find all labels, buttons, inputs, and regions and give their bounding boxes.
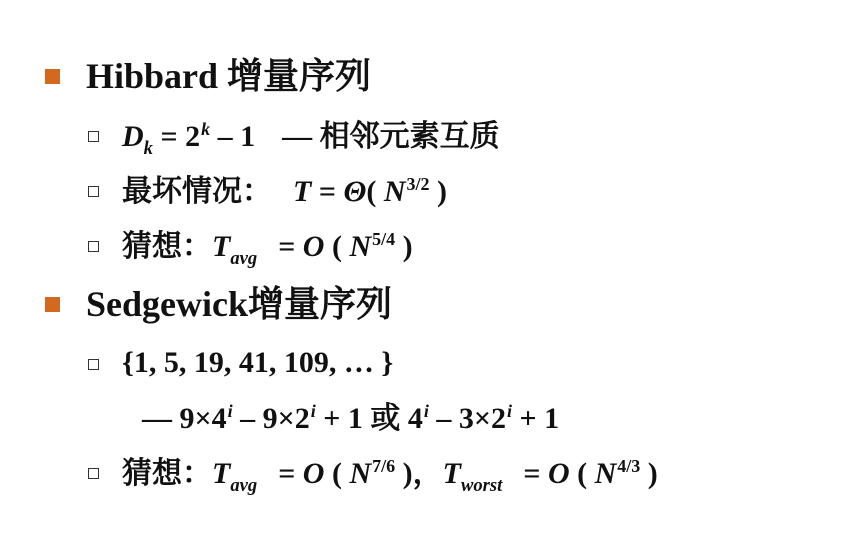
worst-case-label: 最坏情况：	[122, 175, 272, 209]
close-paren: )	[402, 230, 413, 264]
k-superscript: k	[201, 119, 211, 139]
sedgewick-title-zh: 增量序列	[248, 284, 393, 324]
close-paren: )	[402, 457, 413, 491]
dash: —	[142, 402, 172, 436]
n-symbol: N	[383, 175, 406, 209]
avg-subscript: avg	[230, 247, 258, 269]
hibbard-title-zh: 增量序列	[227, 56, 372, 96]
n-symbol: N	[349, 230, 372, 264]
n-symbol: N	[349, 457, 372, 491]
guess-label: 猜想：	[122, 457, 212, 491]
t-symbol: T	[442, 457, 461, 491]
hibbard-guess	[122, 229, 413, 269]
hibbard-worst-case	[122, 175, 447, 208]
equals-sign: =	[278, 230, 296, 264]
open-paren: (	[331, 457, 342, 491]
n-symbol: N	[594, 457, 617, 491]
sedgewick-title-en: Sedgewick	[86, 284, 248, 324]
t-symbol: T	[212, 230, 231, 264]
k-subscript: k	[143, 137, 153, 159]
hollow-square-bullet-icon	[88, 131, 99, 142]
hibbard-heading	[60, 58, 371, 94]
plus-one-or-four: + 1 或 4	[323, 402, 423, 436]
plus-one: + 1	[519, 402, 560, 436]
hibbard-guess-line	[90, 230, 413, 269]
big-o-symbol: O	[547, 457, 570, 491]
minus-three-times-two: – 3×2	[436, 402, 506, 436]
i-superscript: i	[310, 401, 316, 421]
t-symbol: T	[293, 175, 312, 209]
open-paren: (	[366, 175, 377, 209]
nine-times-four: 9×4	[179, 402, 227, 436]
theta-symbol: Θ	[343, 175, 367, 209]
i-superscript: i	[423, 401, 429, 421]
hibbard-formula	[122, 119, 500, 159]
big-o-symbol: O	[302, 457, 325, 491]
hollow-square-bullet-icon	[88, 468, 99, 479]
close-paren: )	[437, 175, 448, 209]
worst-subscript: worst	[460, 474, 503, 496]
t-symbol: T	[212, 457, 231, 491]
open-paren: (	[331, 230, 342, 264]
comma: ，	[412, 457, 443, 491]
i-superscript: i	[227, 401, 233, 421]
sedgewick-guess	[122, 456, 658, 496]
square-bullet-icon	[45, 69, 60, 84]
hollow-square-bullet-icon	[88, 241, 99, 252]
close-paren: )	[647, 457, 658, 491]
open-paren: (	[577, 457, 588, 491]
sedgewick-sequence: {1, 5, 19, 41, 109, … }	[122, 346, 394, 379]
exponent: 3/2	[406, 174, 430, 194]
hollow-square-bullet-icon	[88, 359, 99, 370]
hibbard-title-en: Hibbard	[86, 56, 219, 96]
exponent: 5/4	[372, 229, 396, 249]
exponent: 7/6	[372, 456, 396, 476]
equals-two: = 2	[160, 120, 201, 154]
sedgewick-guess-line	[90, 457, 658, 496]
equals-sign: =	[523, 457, 541, 491]
big-o-symbol: O	[302, 230, 325, 264]
hibbard-worst-case-line	[90, 175, 447, 207]
coprime-note: — 相邻元素互质	[282, 120, 500, 154]
minus-one: – 1	[217, 120, 256, 154]
hollow-square-bullet-icon	[88, 186, 99, 197]
sedgewick-sequence-line	[90, 348, 393, 378]
sedgewick-heading	[60, 286, 392, 322]
i-superscript: i	[506, 401, 512, 421]
exponent: 4/3	[617, 456, 641, 476]
minus-nine-times-two: – 9×2	[240, 402, 310, 436]
equals-sign: =	[278, 457, 296, 491]
sedgewick-formula-line	[142, 402, 559, 434]
equals-sign: =	[318, 175, 336, 209]
guess-label: 猜想：	[122, 230, 212, 264]
d-symbol: D	[122, 120, 144, 154]
avg-subscript: avg	[230, 474, 258, 496]
square-bullet-icon	[45, 297, 60, 312]
hibbard-formula-line	[90, 120, 500, 159]
